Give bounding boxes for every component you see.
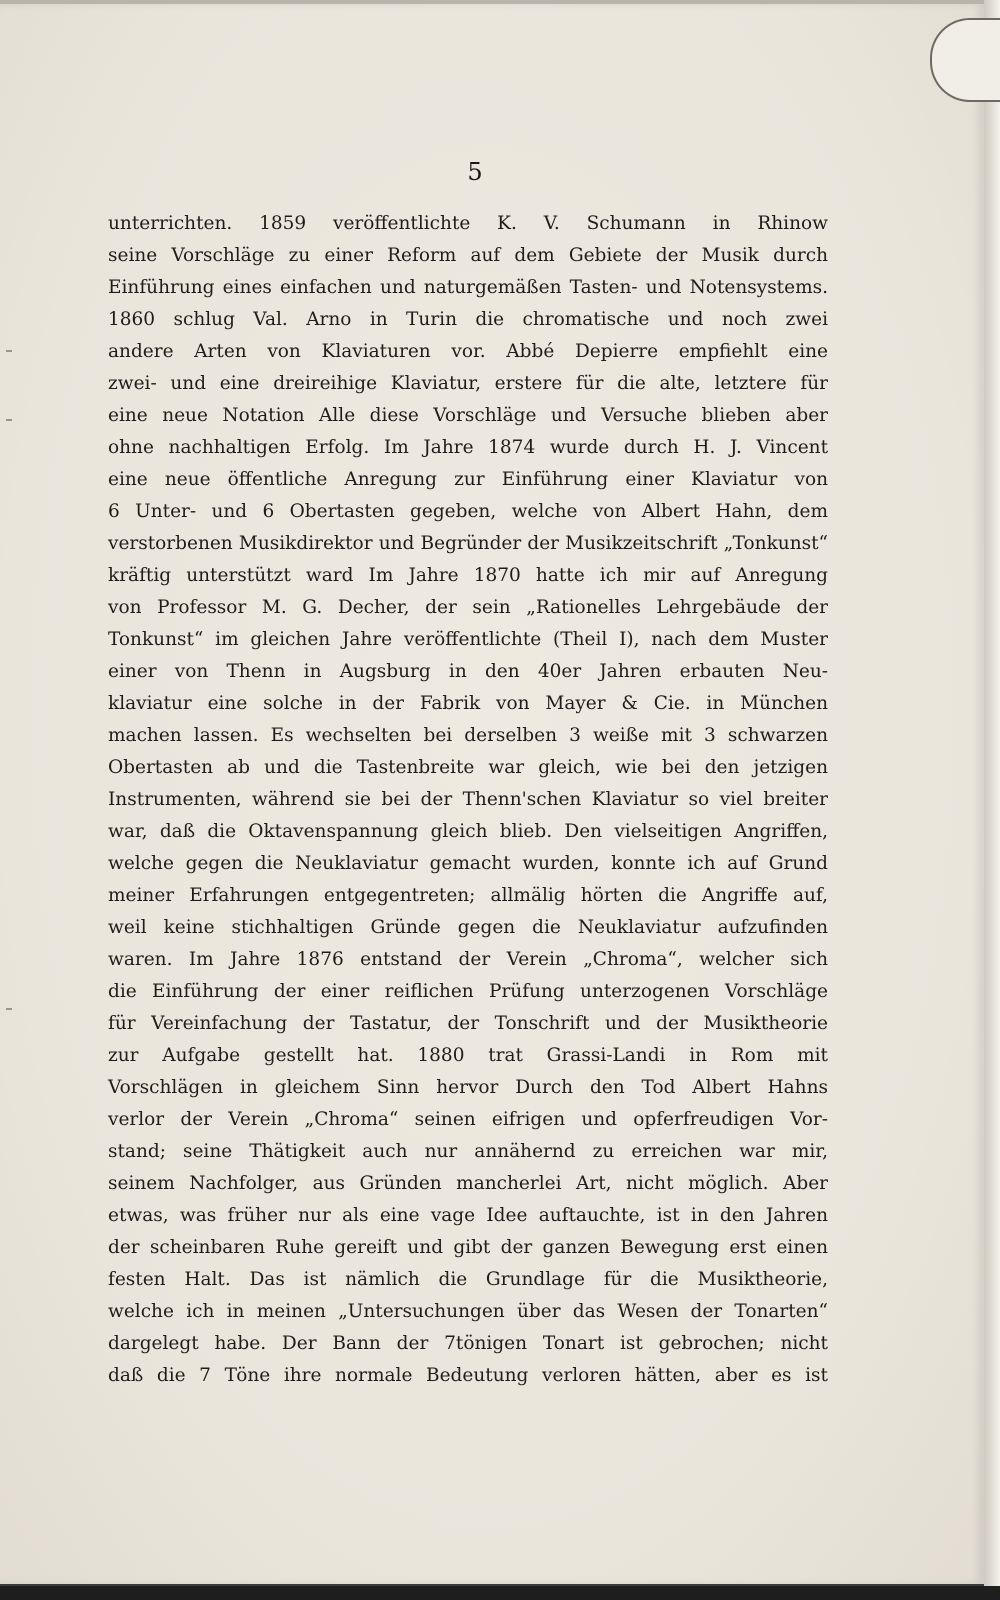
text-line: klaviatur eine solche in der Fabrik von Mayer & Cie. in München (108, 693, 828, 714)
text-line: Tonkunst“ im gleichen Jahre veröffentlichte (Theil I), nach dem Muster (108, 629, 828, 650)
text-line: ohne nachhaltigen Erfolg. Im Jahre 1874 wurde durch H. J. Vincent (108, 437, 828, 458)
text-line: kräftig unterstützt ward Im Jahre 1870 hatte ich mir auf Anregung (108, 565, 828, 586)
text-line: andere Arten von Klaviaturen vor. Abbé Depierre empfiehlt eine (108, 341, 828, 362)
text-line: von Professor M. G. Decher, der sein „Rationelles Lehrgebäude der (108, 597, 828, 618)
text-line: einer von Thenn in Augsburg in den 40er Jahren erbauten Neu- (108, 661, 828, 682)
text-line: weil keine stichhaltigen Gründe gegen die Neuklaviatur aufzufinden (108, 917, 828, 938)
text-line: festen Halt. Das ist nämlich die Grundlage für die Musiktheorie, (108, 1269, 828, 1290)
text-line: Instrumenten, während sie bei der Thenn'schen Klaviatur so viel breiter (108, 789, 828, 810)
text-line: welche gegen die Neuklaviatur gemacht wurden, konnte ich auf Grund (108, 853, 828, 874)
bottom-scan-border (0, 1586, 1000, 1600)
text-line: seinem Nachfolger, aus Gründen mancherlei Art, nicht möglich. Aber (108, 1173, 828, 1194)
text-line: welche ich in meinen „Untersuchungen über das Wesen der Tonarten“ (108, 1301, 828, 1322)
text-line: 6 Unter- und 6 Obertasten gegeben, welche von Albert Hahn, dem (108, 501, 828, 522)
text-line: zwei- und eine dreireihige Klaviatur, erstere für die alte, letztere für (108, 373, 828, 394)
text-line: zur Aufgabe gestellt hat. 1880 trat Grassi-Landi in Rom mit (108, 1045, 828, 1066)
text-line: der scheinbaren Ruhe gereift und gibt der ganzen Bewegung erst einen (108, 1237, 828, 1258)
text-line: Obertasten ab und die Tastenbreite war gleich, wie bei den jetzigen (108, 757, 828, 778)
margin-mark (6, 350, 12, 352)
text-line: Einführung eines einfachen und naturgemäßen Tasten- und Notensystems. (108, 277, 828, 298)
text-line: waren. Im Jahre 1876 entstand der Verein „Chroma“, welcher sich (108, 949, 828, 970)
page-edge (984, 0, 1000, 1600)
book-page (0, 4, 984, 1584)
page-tab-cutout (930, 18, 1000, 102)
margin-mark (6, 419, 12, 421)
text-line: die Einführung der einer reiflichen Prüfung unterzogenen Vorschläge (108, 981, 828, 1002)
text-line: verlor der Verein „Chroma“ seinen eifrigen und opferfreudigen Vor- (108, 1109, 828, 1130)
text-line: dargelegt habe. Der Bann der 7tönigen Tonart ist gebrochen; nicht (108, 1333, 828, 1354)
text-line: 1860 schlug Val. Arno in Turin die chromatische und noch zwei (108, 309, 828, 330)
text-line: unterrichten. 1859 veröffentlichte K. V. Schumann in Rhinow (108, 213, 828, 234)
body-text (108, 208, 828, 1392)
margin-mark (6, 1008, 12, 1010)
text-line: Vorschlägen in gleichem Sinn hervor Durch den Tod Albert Hahns (108, 1077, 828, 1098)
text-line: machen lassen. Es wechselten bei derselben 3 weiße mit 3 schwarzen (108, 725, 828, 746)
text-line: daß die 7 Töne ihre normale Bedeutung verloren hätten, aber es ist (108, 1365, 828, 1386)
text-line: seine Vorschläge zu einer Reform auf dem Gebiete der Musik durch (108, 245, 828, 266)
text-line: eine neue Notation Alle diese Vorschläge und Versuche blieben aber (108, 405, 828, 426)
text-line: meiner Erfahrungen entgegentreten; allmälig hörten die Angriffe auf, (108, 885, 828, 906)
text-line: verstorbenen Musikdirektor und Begründer der Musikzeitschrift „Tonkunst“ (108, 533, 828, 554)
text-line: war, daß die Oktavenspannung gleich blieb. Den vielseitigen Angriffen, (108, 821, 828, 842)
page-number: 5 (467, 158, 483, 186)
text-line: für Vereinfachung der Tastatur, der Tonschrift und der Musiktheorie (108, 1013, 828, 1034)
text-line: etwas, was früher nur als eine vage Idee auftauchte, ist in den Jahren (108, 1205, 828, 1226)
text-line: stand; seine Thätigkeit auch nur annähernd zu erreichen war mir, (108, 1141, 828, 1162)
text-line: eine neue öffentliche Anregung zur Einführung einer Klaviatur von (108, 469, 828, 490)
